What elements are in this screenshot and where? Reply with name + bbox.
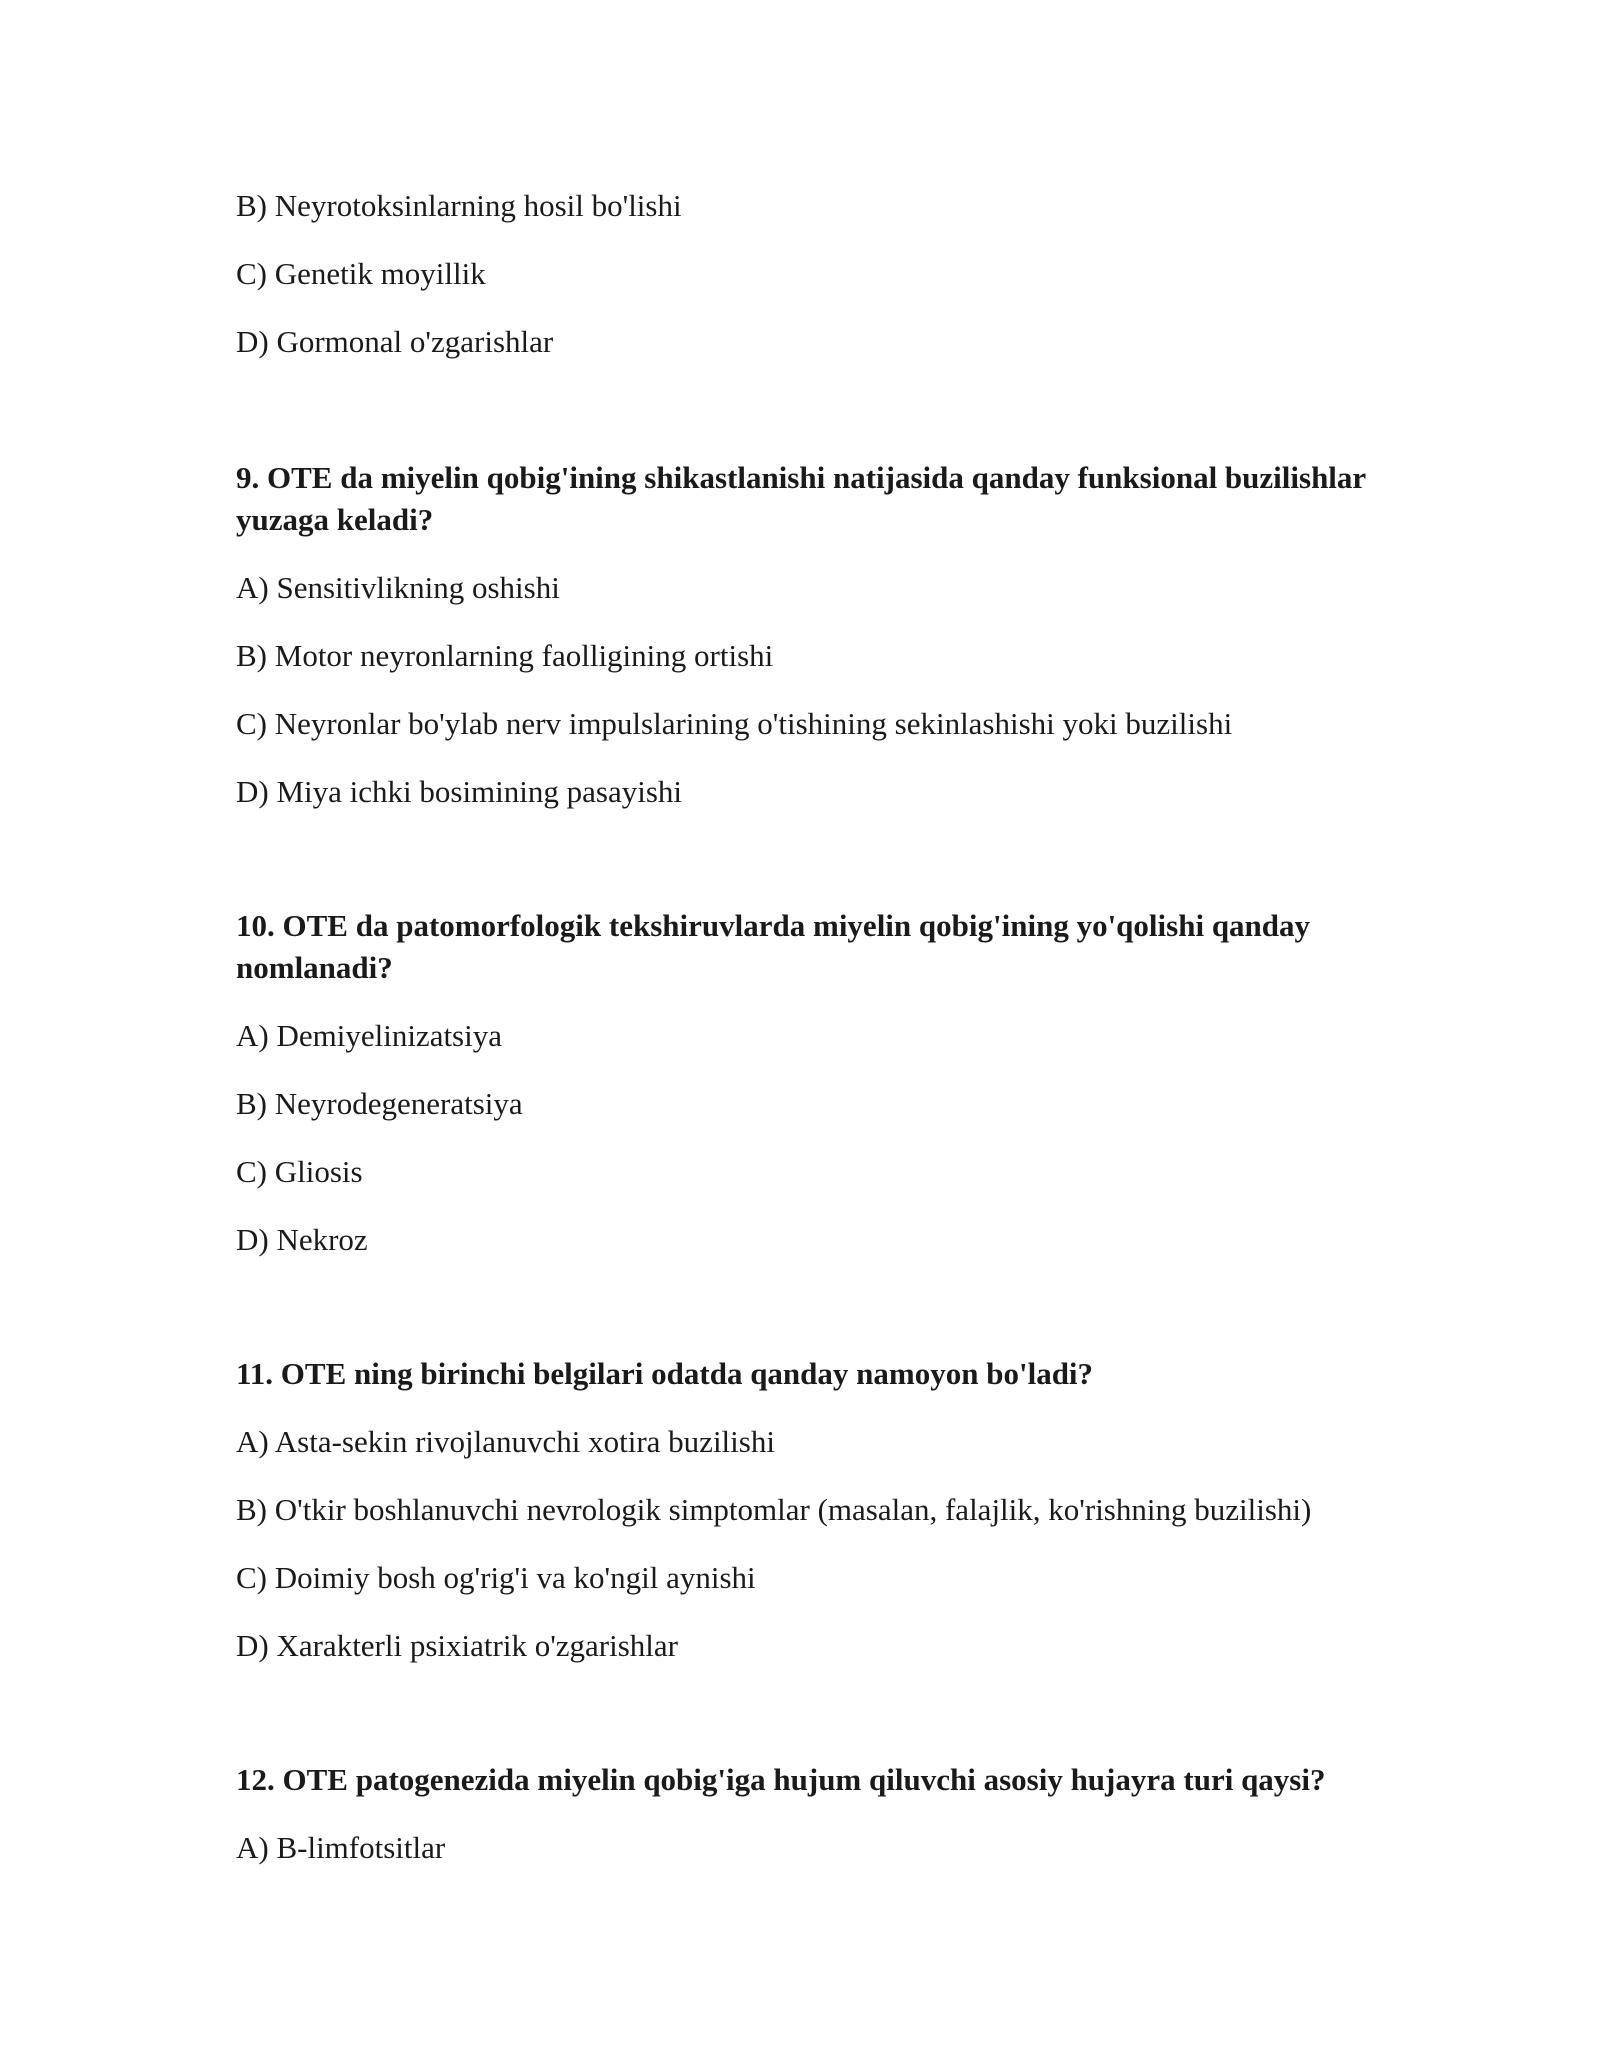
question-10: 10. OTE da patomorfologik tekshiruvlarda miyelin qobig'ining yo'qolishi qanday nomlanadi?: [236, 908, 1311, 985]
option-10-b: B) Neyrodegeneratsiya: [236, 1086, 523, 1121]
option-11-c: C) Doimiy bosh og'rig'i va ko'ngil aynishi: [236, 1560, 756, 1595]
question-9: 9. OTE da miyelin qobig'ining shikastlanishi natijasida qanday funksional buzilishlar yuzaga keladi?: [236, 460, 1366, 537]
option-11-d: D) Xarakterli psixiatrik o'zgarishlar: [236, 1628, 679, 1663]
option-9-d: D) Miya ichki bosimining pasayishi: [236, 774, 683, 809]
question-12: 12. OTE patogenezida miyelin qobig'iga hujum qiluvchi asosiy hujayra turi qaysi?: [236, 1762, 1326, 1797]
option-8-b: B) Neyrotoksinlarning hosil bo'lishi: [236, 188, 682, 223]
option-9-c: C) Neyronlar bo'ylab nerv impulslarining o'tishining sekinlashishi yoki buzilishi: [236, 706, 1233, 741]
option-11-b: B) O'tkir boshlanuvchi nevrologik simptomlar (masalan, falajlik, ko'rishning buzilishi): [236, 1492, 1312, 1527]
question-11: 11. OTE ning birinchi belgilari odatda qanday namoyon bo'ladi?: [236, 1356, 1094, 1391]
option-9-b: B) Motor neyronlarning faolligining ortishi: [236, 638, 774, 673]
option-8-c: C) Genetik moyillik: [236, 256, 486, 291]
option-10-c: C) Gliosis: [236, 1154, 363, 1189]
option-10-a: A) Demiyelinizatsiya: [236, 1018, 502, 1053]
option-8-d: D) Gormonal o'zgarishlar: [236, 324, 554, 359]
option-12-a: A) B-limfotsitlar: [236, 1830, 446, 1865]
option-10-d: D) Nekroz: [236, 1222, 368, 1257]
option-11-a: A) Asta-sekin rivojlanuvchi xotira buzilishi: [236, 1424, 775, 1459]
option-9-a: A) Sensitivlikning oshishi: [236, 570, 560, 605]
